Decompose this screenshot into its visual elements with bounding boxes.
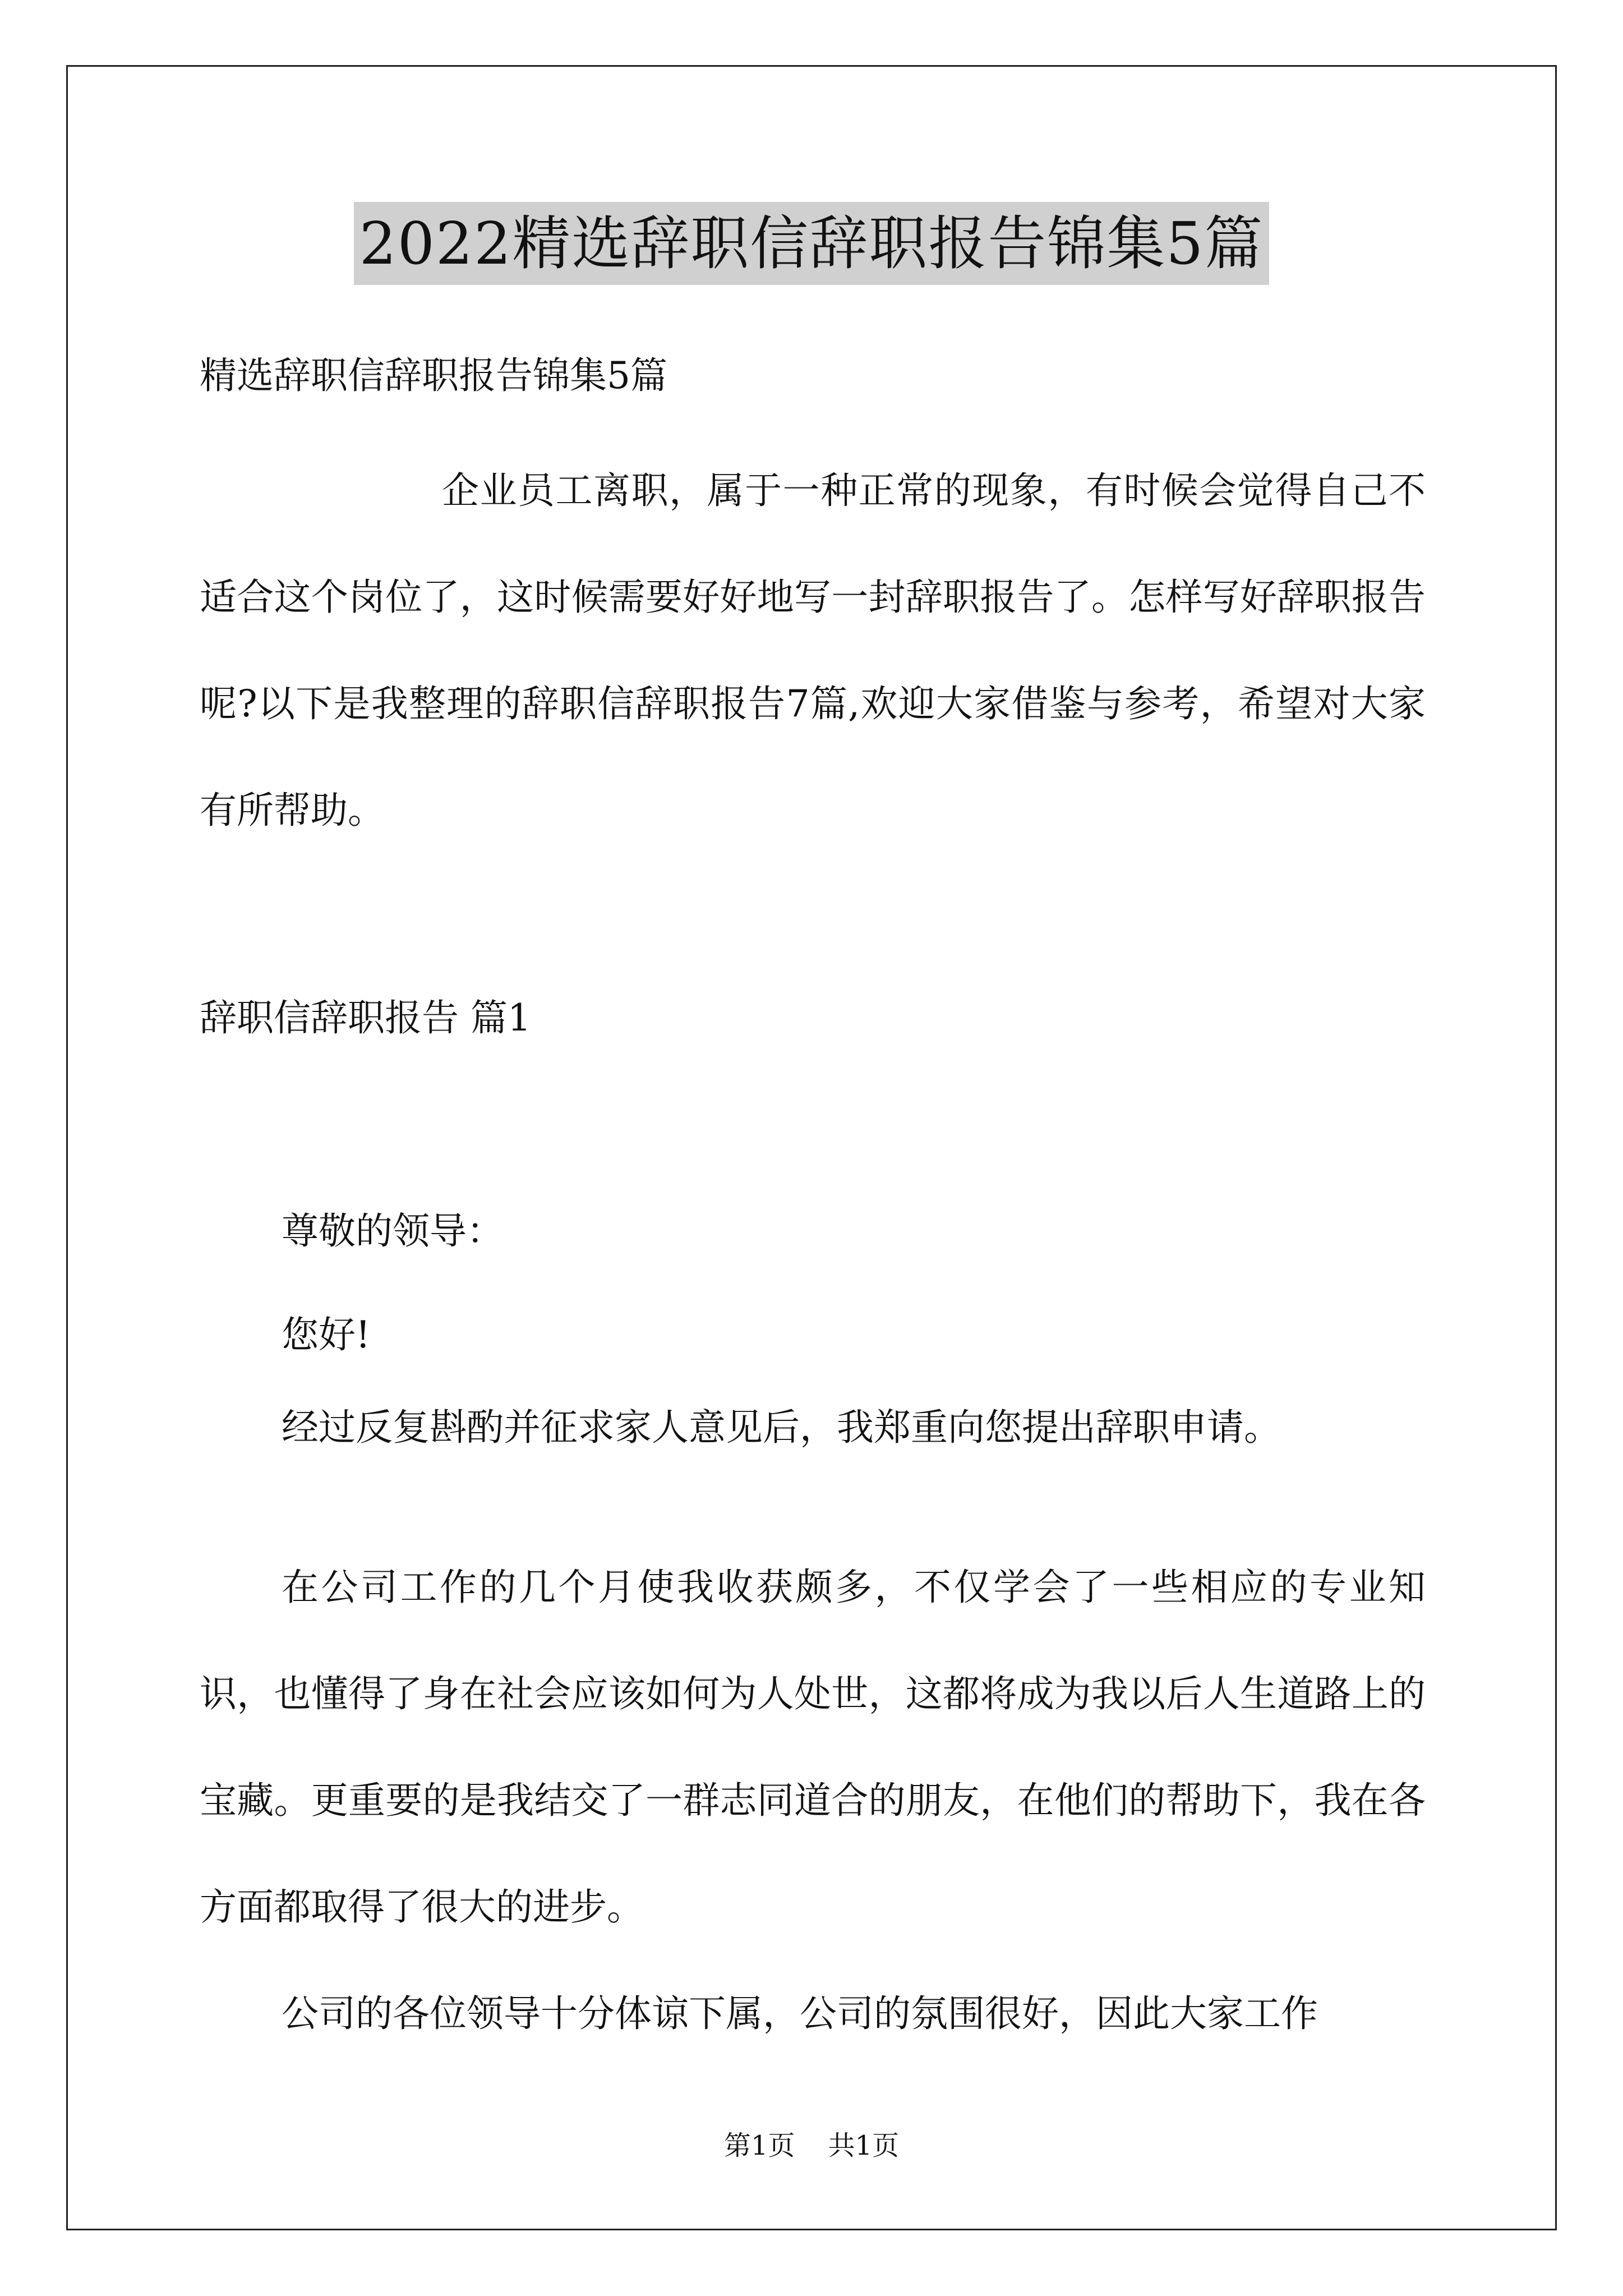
title-container [0, 202, 1623, 285]
document-subtitle: 精选辞职信辞职报告锦集5篇 [200, 354, 667, 397]
page-number: 第1页 [723, 2130, 795, 2161]
body-paragraph: 经过反复斟酌并征求家人意见后，我郑重向您提出辞职申请。 [282, 1406, 1281, 1449]
body-paragraph: 公司的各位领导十分体谅下属，公司的氛围很好，因此大家工作 [282, 1992, 1318, 2035]
salutation: 尊敬的领导： [282, 1209, 504, 1253]
page-total: 共1页 [828, 2130, 900, 2161]
document-title: 2022精选辞职信辞职报告锦集5篇 [354, 202, 1270, 285]
intro-paragraph: 企业员工离职，属于一种正常的现象，有时候会觉得自己不适合这个岗位了，这时候需要好好地写一封辞职报告了。怎样写好辞职报告呢?以下是我整理的辞职信辞职报告7篇,欢迎大家借鉴与参考，希望对大家有所帮助。 [200, 469, 1426, 832]
body-paragraph: 在公司工作的几个月使我收获颇多，不仅学会了一些相应的专业知识，也懂得了身在社会应该如何为人处世，这都将成为我以后人生道路上的宝藏。更重要的是我结交了一群志同道合的朋友，在他们的帮助下，我在各方面都取得了很大的进步。 [200, 1566, 1426, 1929]
section-heading: 辞职信辞职报告 篇1 [200, 996, 531, 1039]
greeting: 您好! [282, 1313, 371, 1356]
page-footer [0, 2129, 1623, 2162]
